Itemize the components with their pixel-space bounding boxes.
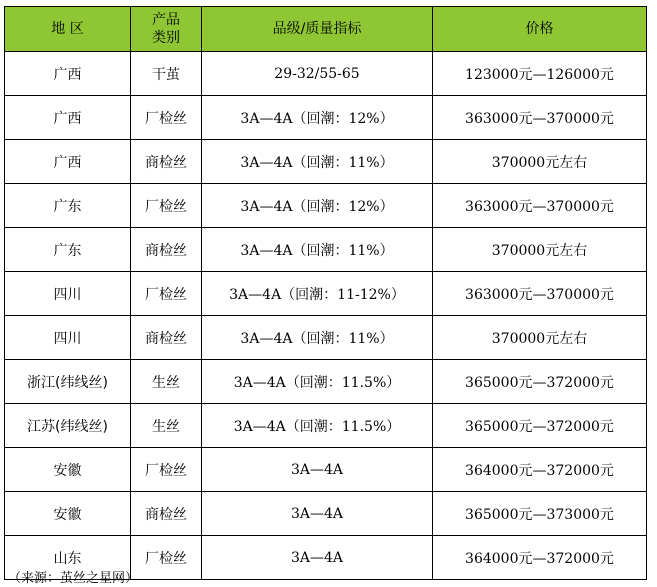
header-grade: 品级/质量指标 [202, 7, 433, 52]
header-category-line1: 产品 [152, 12, 180, 28]
cell-grade: 3A—4A（回潮：11-12%） [202, 272, 433, 316]
cell-grade: 3A—4A（回潮：11.5%） [202, 360, 433, 404]
cell-region: 广东 [5, 184, 131, 228]
cell-category: 厂检丝 [131, 184, 202, 228]
cell-category: 厂检丝 [131, 536, 202, 580]
header-category-line2: 类别 [152, 30, 180, 46]
cell-region: 安徽 [5, 492, 131, 536]
cell-category: 厂检丝 [131, 96, 202, 140]
cell-price: 363000元—370000元 [433, 272, 647, 316]
table-row [5, 96, 647, 140]
table-row [5, 52, 647, 96]
cell-grade: 3A—4A（回潮：12%） [202, 96, 433, 140]
cell-region: 四川 [5, 272, 131, 316]
cell-category: 商检丝 [131, 228, 202, 272]
table-header [5, 7, 647, 52]
cell-region: 四川 [5, 316, 131, 360]
table-row [5, 360, 647, 404]
table-row [5, 492, 647, 536]
cell-price: 363000元—370000元 [433, 96, 647, 140]
cell-category: 生丝 [131, 404, 202, 448]
cell-grade: 3A—4A [202, 492, 433, 536]
cell-category: 干茧 [131, 52, 202, 96]
cell-price: 365000元—373000元 [433, 492, 647, 536]
cell-region: 广西 [5, 52, 131, 96]
cell-region: 广西 [5, 96, 131, 140]
cell-grade: 29-32/55-65 [202, 52, 433, 96]
cell-grade: 3A—4A（回潮：11.5%） [202, 404, 433, 448]
cell-region: 安徽 [5, 448, 131, 492]
table-row [5, 448, 647, 492]
cell-price: 370000元左右 [433, 140, 647, 184]
cell-category: 厂检丝 [131, 448, 202, 492]
cell-grade: 3A—4A（回潮：11%） [202, 228, 433, 272]
cell-region: 广东 [5, 228, 131, 272]
cell-region: 江苏(纬线丝) [5, 404, 131, 448]
cell-price: 364000元—372000元 [433, 448, 647, 492]
table-row [5, 316, 647, 360]
cell-category: 商检丝 [131, 316, 202, 360]
cell-price: 123000元—126000元 [433, 52, 647, 96]
cell-category: 商检丝 [131, 140, 202, 184]
table-row [5, 404, 647, 448]
cell-category: 商检丝 [131, 492, 202, 536]
cell-price: 365000元—372000元 [433, 360, 647, 404]
header-region: 地 区 [5, 7, 131, 52]
cell-grade: 3A—4A（回潮：11%） [202, 140, 433, 184]
silk-price-table [4, 6, 647, 580]
header-row [5, 7, 647, 52]
cell-grade: 3A—4A [202, 536, 433, 580]
cell-region: 广西 [5, 140, 131, 184]
table-row [5, 272, 647, 316]
table-row [5, 228, 647, 272]
table-row [5, 184, 647, 228]
cell-category: 生丝 [131, 360, 202, 404]
header-price: 价格 [433, 7, 647, 52]
cell-region: 浙江(纬线丝) [5, 360, 131, 404]
cell-grade: 3A—4A [202, 448, 433, 492]
cell-price: 370000元左右 [433, 316, 647, 360]
cell-price: 363000元—370000元 [433, 184, 647, 228]
cell-grade: 3A—4A（回潮：11%） [202, 316, 433, 360]
source-note: （来源：茧丝之星网） [8, 571, 139, 586]
cell-price: 365000元—372000元 [433, 404, 647, 448]
cell-grade: 3A—4A（回潮：12%） [202, 184, 433, 228]
cell-category: 厂检丝 [131, 272, 202, 316]
table-body [5, 52, 647, 580]
cell-price: 364000元—372000元 [433, 536, 647, 580]
header-category [131, 7, 202, 52]
table-row [5, 140, 647, 184]
cell-price: 370000元左右 [433, 228, 647, 272]
cell-region: 山东 [5, 536, 131, 580]
